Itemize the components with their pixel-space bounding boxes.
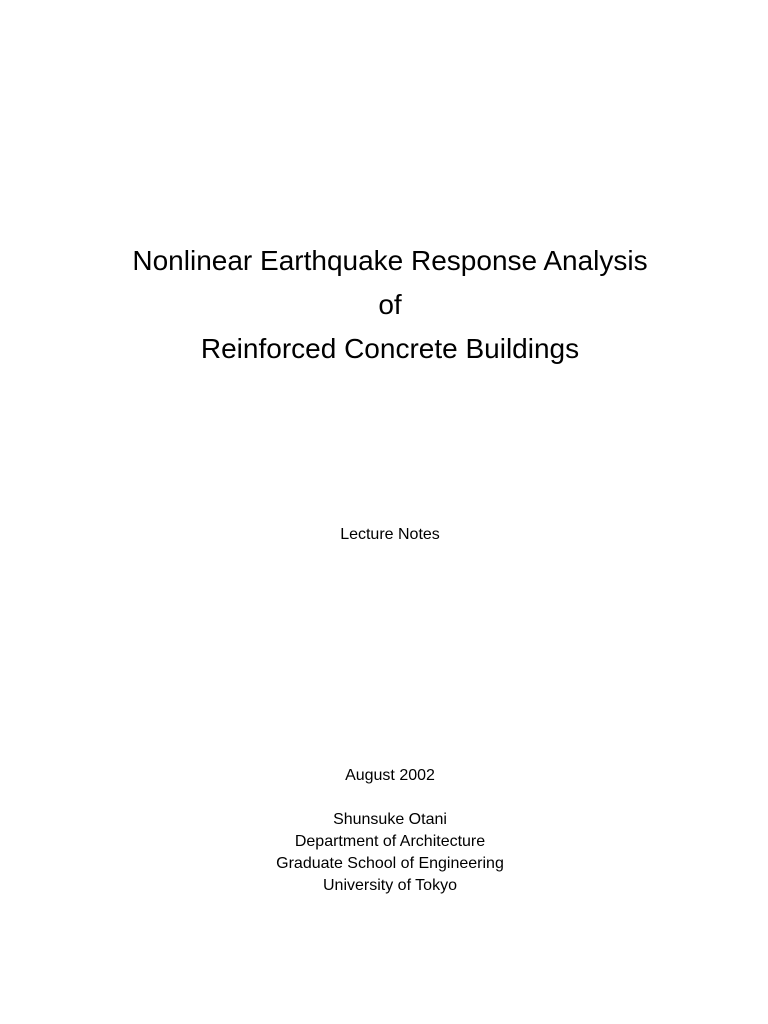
title-line-1: Nonlinear Earthquake Response Analysis: [132, 245, 648, 276]
author-name: Shunsuke Otani: [333, 811, 447, 828]
title-line-2: of: [378, 289, 402, 320]
title-line-3: Reinforced Concrete Buildings: [200, 333, 580, 364]
publication-date: August 2002: [345, 767, 435, 784]
affiliation-school: Graduate School of Engineering: [276, 855, 504, 872]
subtitle: Lecture Notes: [340, 526, 440, 543]
affiliation-department: Department of Architecture: [294, 833, 486, 850]
affiliation-university: University of Tokyo: [323, 877, 457, 894]
